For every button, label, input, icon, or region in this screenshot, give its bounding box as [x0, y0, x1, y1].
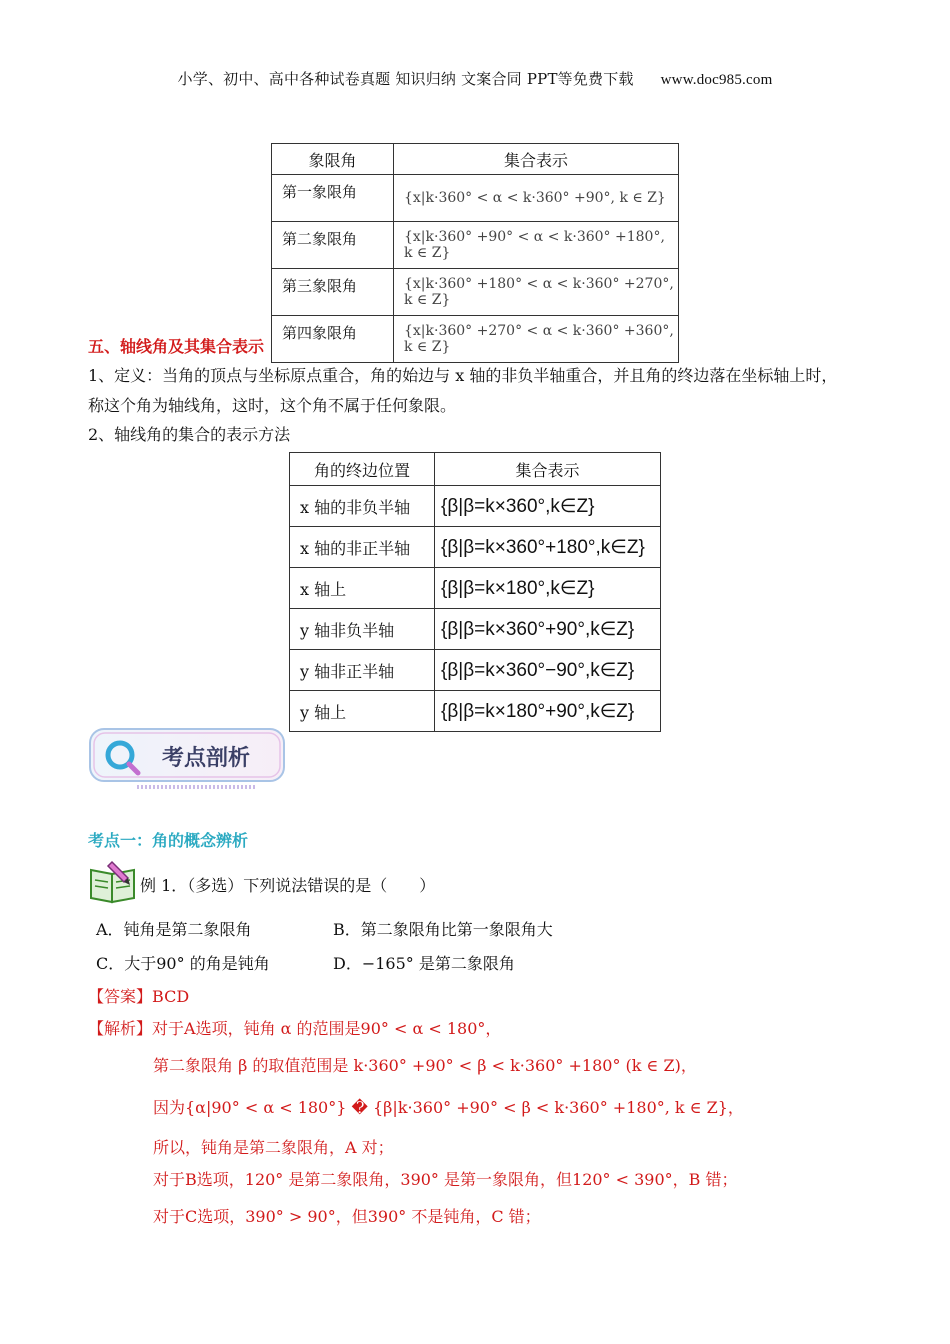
table2-cell-label: x 轴的非正半轴	[290, 527, 435, 568]
table-row	[290, 486, 661, 527]
answer-value: BCD	[152, 987, 190, 1006]
analysis-line-3: 因为{α|90° < α < 180°} � {β|k·360° +90° < β < k·360° +180°, k ∈ Z}，	[153, 1098, 744, 1117]
example-label: 例 1．	[140, 876, 188, 895]
analysis-line-1	[88, 1015, 501, 1042]
table-row	[290, 691, 661, 732]
table1-cell-set: {x|k·360° < α < k·360° +90°, k ∈ Z}	[394, 175, 679, 222]
option-d: D．−165° 是第二象限角	[333, 954, 515, 973]
table2-cell-set: {β|β=k×360°+180°,k∈Z}	[435, 527, 661, 568]
table-row	[272, 269, 679, 316]
table1-header-set: 集合表示	[394, 144, 679, 175]
table1-cell-label: 第四象限角	[272, 316, 394, 363]
example-question	[140, 872, 435, 899]
axis-angle-table	[289, 452, 661, 732]
table-row	[290, 527, 661, 568]
table1-header-label: 象限角	[272, 144, 394, 175]
option-a: A．钝角是第二象限角	[96, 920, 252, 939]
header-site: www.doc985.com	[660, 72, 773, 88]
analysis-text: 对于A选项，钝角 α 的范围是90° < α < 180°，	[152, 1019, 502, 1038]
answer-tag: 【答案】	[88, 987, 153, 1006]
section-badge	[88, 727, 286, 783]
analysis-line-4: 所以，钝角是第二象限角，A 对；	[153, 1138, 394, 1157]
table2-cell-set: {β|β=k×360°,k∈Z}	[435, 486, 661, 527]
analysis-line-6: 对于C选项，390° > 90°，但390° 不是钝角，C 错；	[153, 1207, 541, 1226]
table1-cell-set: {x|k·360° +90° < α < k·360° +180°, k ∈ Z}	[394, 222, 679, 269]
table1-cell-label: 第二象限角	[272, 222, 394, 269]
kaodian-title: 考点一：角的概念辨析	[88, 831, 249, 850]
table-row	[290, 568, 661, 609]
table2-cell-label: x 轴上	[290, 568, 435, 609]
section-title: 五、轴线角及其集合表示	[88, 337, 265, 356]
table2-cell-label: y 轴非负半轴	[290, 609, 435, 650]
quadrant-angle-table	[271, 143, 679, 363]
table-row	[272, 316, 679, 363]
table2-cell-set: {β|β=k×360°+90°,k∈Z}	[435, 609, 661, 650]
table2-cell-label: x 轴的非负半轴	[290, 486, 435, 527]
badge-title: 考点剖析	[162, 746, 251, 771]
definition-line-1: 1、定义：当角的顶点与坐标原点重合，角的始边与 x 轴的非负半轴重合，并且角的终边落在坐标轴上时，	[88, 366, 838, 385]
table2-cell-set: {β|β=k×180°,k∈Z}	[435, 568, 661, 609]
table2-cell-label: y 轴非正半轴	[290, 650, 435, 691]
example-text: （多选）下列说法错误的是（ ）	[187, 876, 436, 895]
book-icon	[88, 858, 138, 904]
option-c: C．大于90° 的角是钝角	[96, 954, 270, 973]
table2-header-set: 集合表示	[435, 453, 661, 486]
analysis-tag: 【解析】	[88, 1019, 153, 1038]
table-row	[272, 222, 679, 269]
table2-header-label: 角的终边位置	[290, 453, 435, 486]
table-row	[272, 175, 679, 222]
table2-cell-label: y 轴上	[290, 691, 435, 732]
table-row	[290, 609, 661, 650]
table1-cell-label: 第三象限角	[272, 269, 394, 316]
header-text: 小学、初中、高中各种试卷真题 知识归纳 文案合同 PPT等免费下载	[177, 70, 634, 88]
analysis-line-5: 对于B选项，120° 是第二象限角，390° 是第一象限角，但120° < 390°，B 错；	[153, 1170, 738, 1189]
item-2: 2、轴线角的集合的表示方法	[88, 425, 291, 444]
answer	[88, 983, 189, 1010]
analysis-line-2: 第二象限角 β 的取值范围是 k·360° +90° < β < k·360° +180° (k ∈ Z)，	[153, 1056, 697, 1075]
table2-cell-set: {β|β=k×360°−90°,k∈Z}	[435, 650, 661, 691]
option-b: B．第二象限角比第一象限角大	[333, 920, 553, 939]
table1-cell-label: 第一象限角	[272, 175, 394, 222]
table1-cell-set: {x|k·360° +180° < α < k·360° +270°, k ∈ Z}	[394, 269, 679, 316]
page-header	[0, 68, 950, 89]
definition-line-2: 称这个角为轴线角，这时，这个角不属于任何象限。	[88, 396, 457, 415]
table-row	[290, 650, 661, 691]
table2-cell-set: {β|β=k×180°+90°,k∈Z}	[435, 691, 661, 732]
table1-cell-set: {x|k·360° +270° < α < k·360° +360°, k ∈ Z}	[394, 316, 679, 363]
